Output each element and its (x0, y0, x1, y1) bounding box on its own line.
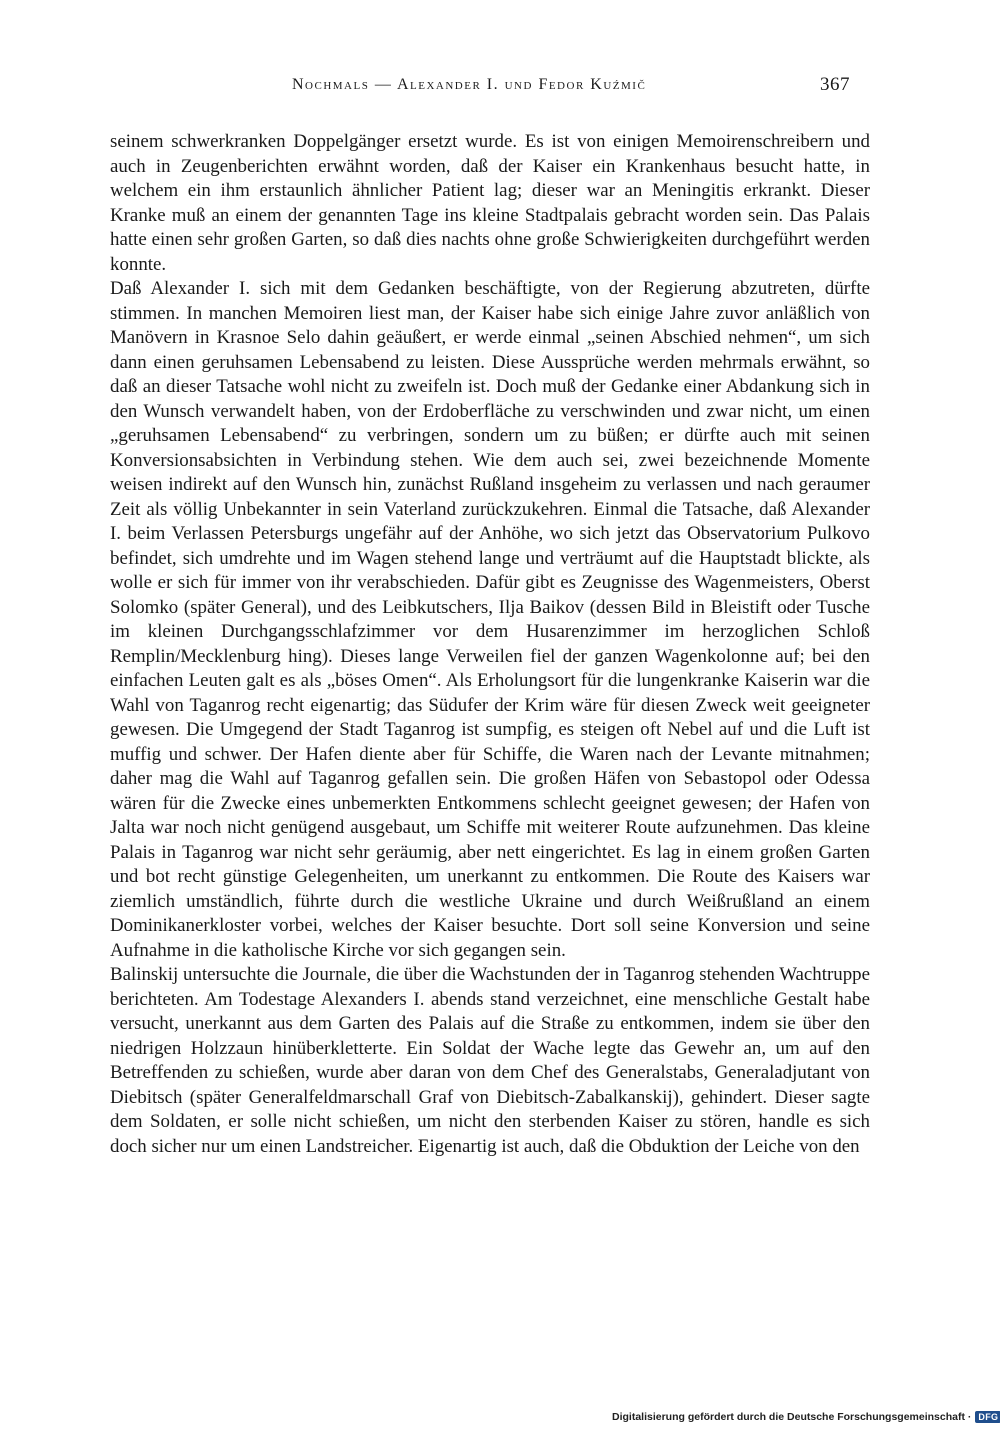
digitization-footer (612, 1411, 1000, 1423)
funding-note: Digitalisierung gefördert durch die Deutsche Forschungsgemeinschaft · (612, 1411, 972, 1423)
dfg-logo-icon: DFG (975, 1411, 1000, 1423)
body-text (110, 130, 870, 1159)
paragraph: seinem schwerkranken Doppelgänger ersetzt wurde. Es ist von einigen Memoirenschreibern und auch in Zeugenberichten erwähnt worden, daß der Kaiser ein Krankenhaus besucht hatte, in welchem ein ihm erstaunlich ähnlicher Patient lag; dieser war an Meningitis erkrankt. Dieser Kranke muß an einem der genannten Tage ins kleine Stadtpalais gebracht worden sein. Das Palais hatte einen sehr großen Garten, so daß dies nachts ohne große Schwierigkeiten durchgeführt werden konnte. (110, 131, 870, 275)
paragraph: Balinskij untersuchte die Journale, die über die Wachstunden der in Taganrog stehenden Wachtruppe berichteten. Am Todestage Alexanders I. abends stand verzeichnet, eine menschliche Gestalt habe versucht, unerkannt aus dem Garten des Palais auf die Straße zu entkommen, indem sie über den niedrigen Holzzaun hinüberkletterte. Ein Soldat der Wache legte das Gewehr an, um auf den Betreffenden zu schießen, wurde aber daran von dem Chef des Generalstabs, Generaladjutant von Diebitsch (später Generalfeldmarschall Graf von Diebitsch-Zabalkanskij), gehindert. Dieser sagte dem Soldaten, er solle nicht schießen, um nicht den sterbenden Kaiser zu stören, handle es sich doch sicher nur um einen Landstreicher. Eigenartig ist auch, daß die Obduktion der Leiche von den (110, 964, 870, 1157)
paragraph: Daß Alexander I. sich mit dem Gedanken beschäftigte, von der Regierung abzutreten, dürfte stimmen. In manchen Memoiren liest man, der Kaiser habe sich einige Jahre zuvor anläßlich von Manövern in Krasnoe Selo dahin geäußert, er werde einmal „seinen Abschied nehmen“, um sich dann einen geruhsamen Lebensabend zu leisten. Diese Aussprüche werden mehrmals erwähnt, so daß an dieser Tatsache wohl nicht zu zweifeln ist. Doch muß der Gedanke einer Abdankung sich in den Wunsch verwandelt haben, von der Erdoberfläche zu verschwinden und zwar nicht, um einen „geruhsamen Lebensabend“ zu verbringen, sondern um zu büßen; er dürfte auch mit seinen Konversionsabsichten in Verbindung stehen. Wie dem auch sei, zwei bezeichnende Momente weisen indirekt auf den Wunsch hin, zunächst Rußland insgeheim zu verlassen und nach geraumer Zeit als völlig Unbekannter in sein Vaterland zurückzukehren. Einmal die Tatsache, daß Alexander I. beim Verlassen Petersburgs ungefähr auf der Anhöhe, wo sich jetzt das Observatorium Pulkovo befindet, sich umdrehte und im Wagen stehend lange und verträumt auf die Hauptstadt blickte, als wolle er sich für immer von ihr verabschieden. Dafür gibt es Zeugnisse des Wagenmeisters, Oberst Solomko (später General), und des Leibkutschers, Ilja Baikov (dessen Bild in Bleistift oder Tusche im kleinen Durchgangsschlafzimmer vor dem Husarenzimmer im herzoglichen Schloß Remplin/Mecklenburg hing). Dieses lange Verweilen fiel der ganzen Wagenkolonne auf; bei den einfachen Leuten galt es als „böses Omen“. Als Erholungsort für die lungenkranke Kaiserin war die Wahl von Taganrog recht eigenartig; das Südufer der Krim wäre für diesen Zweck weit geeigneter gewesen. Die Umgegend der Stadt Taganrog ist sumpfig, es steigen oft Nebel auf und die Luft ist muffig und schwer. Der Hafen diente aber für Schiffe, die Waren nach der Levante mitnahmen; daher mag die Wahl auf Taganrog gefallen sein. Die großen Häfen von Sebastopol oder Odessa wären für die Zwecke eines unbemerkten Entkommens schlecht geeignet gewesen; der Hafen von Jalta war noch nicht genügend ausgebaut, um Schiffe mit weiterer Route aufzunehmen. Das kleine Palais in Taganrog war nicht sehr geräumig, aber nett eingerichtet. Es lag in einem großen Garten und bot recht günstige Gelegenheiten, um unerkannt zu entkommen. Die Route des Kaisers war ziemlich umständlich, führte durch die westliche Ukraine und durch Weißrußland an einem Dominikanerkloster vorbei, welches der Kaiser besuchte. Dort soll seine Konversion und seine Aufnahme in die katholische Kirche vor sich gegangen sein. (110, 278, 870, 961)
running-title: Nochmals — Alexander I. und Fedor Kuźmič (292, 76, 647, 93)
page-number: 367 (820, 74, 850, 95)
